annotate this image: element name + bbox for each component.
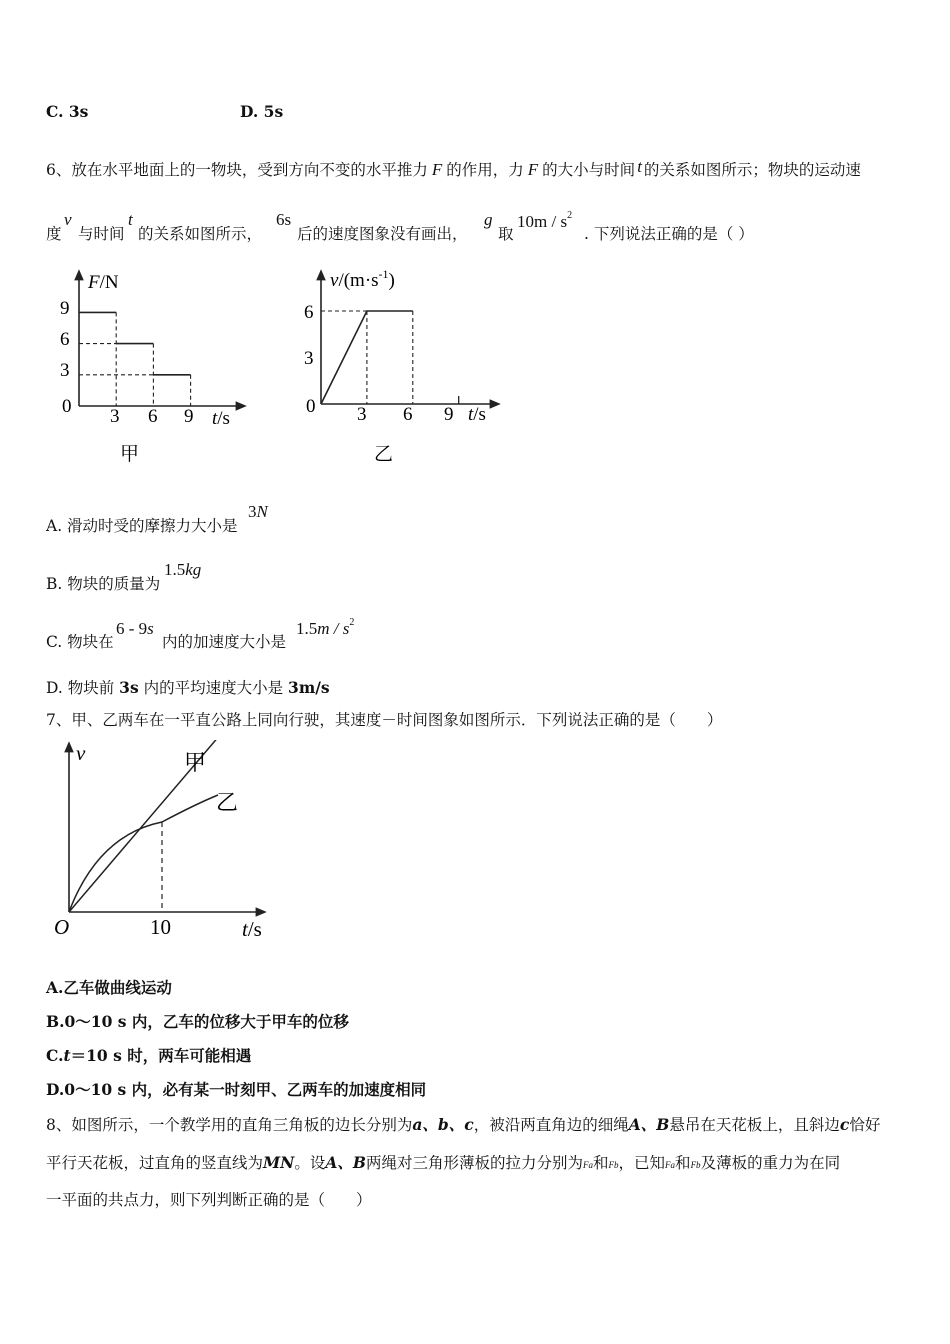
q6-option-d[interactable]: D. 物块前 3s 内的平均速度大小是 3m/s [46, 678, 330, 697]
q7-label-yi: 乙 [216, 790, 239, 815]
yi-ytick-3: 3 [304, 348, 314, 369]
q6-stem-line2-e: 取 [498, 225, 514, 243]
q6-stem-line2-c: 的关系如图所示， [138, 225, 263, 243]
q6-option-b[interactable]: B. 物块的质量为 [46, 575, 161, 593]
q7-label-jia: 甲 [184, 750, 207, 775]
q7-xlabel: t/s [242, 917, 262, 941]
q6-option-b-value: 1.5kg [164, 560, 202, 579]
q6-var-t: t [128, 210, 133, 229]
q6-g-value: $10m / s^2$ [517, 210, 573, 231]
q8-stem-line3: 一平面的共点力，则下列判断正确的是（ ） [46, 1191, 372, 1209]
jia-xtick-9: 9 [184, 406, 194, 427]
q8-stem-line1: 8、如图所示，一个教学用的直角三角板的边长分别为a、b、c，被沿两直角边的细绳A、B悬吊在天花板上，且斜边c恰好 [46, 1115, 881, 1134]
yi-xtick-3: 3 [357, 404, 367, 425]
jia-xtick-3: 3 [110, 406, 120, 427]
q6-option-c-range: 6 - 9s [116, 619, 154, 638]
q6-option-c[interactable]: C. 物块在 [46, 633, 114, 651]
q6-option-a[interactable]: A. 滑动时受的摩擦力大小是 [46, 517, 238, 535]
q7-option-b[interactable]: B.0～10 s 内，乙车的位移大于甲车的位移 [46, 1012, 349, 1031]
q7-origin: O [54, 915, 70, 939]
q7-ylabel: v [76, 741, 86, 765]
yi-xlabel: t/s [468, 404, 486, 425]
jia-ylabel: F/N [88, 272, 119, 293]
q7-option-c[interactable]: C.t＝10 s 时，两车可能相遇 [46, 1046, 252, 1065]
q7-option-d[interactable]: D.0～10 s 内，必有某一时刻甲、乙两车的加速度相同 [46, 1080, 427, 1099]
q5-option-d[interactable]: D. 5s [240, 102, 284, 121]
q6-figure-jia [50, 262, 250, 472]
q6-stem-line2-d: 后的速度图象没有画出， [297, 225, 468, 243]
q6-option-a-value: 3N [248, 502, 268, 521]
q6-stem-line2-b: 与时间 [78, 225, 125, 243]
yi-ylabel: $v/(m\cdot s^{-1})$ [330, 267, 395, 291]
jia-xlabel: t/s [212, 408, 230, 429]
jia-ytick-3: 3 [60, 360, 70, 381]
jia-xtick-6: 6 [148, 406, 158, 427]
q6-stem-line1: 6、放在水平地面上的一物块，受到方向不变的水平推力 F 的作用，力 F 的大小与时间 t 的关系如图所示；物块的运动速 [46, 157, 861, 179]
yi-xtick-6: 6 [403, 404, 413, 425]
q5-option-c[interactable]: C. 3s [46, 102, 89, 121]
q6-stem-line2-f: . 下列说法正确的是（ ） [584, 225, 754, 243]
yi-xtick-9: 9 [444, 404, 454, 425]
yi-caption: 乙 [374, 444, 394, 465]
q7-stem: 7、甲、乙两车在一平直公路上同向行驶，其速度－时间图象如图所示．下列说法正确的是（ ） [46, 711, 723, 729]
q6-time-6s: 6s [276, 210, 292, 229]
q6-figure-yi [296, 262, 506, 472]
q6-var-g: g [484, 210, 493, 229]
q7-figure [50, 740, 280, 945]
jia-caption: 甲 [120, 444, 140, 465]
q6-option-c-mid: 内的加速度大小是 [162, 633, 287, 651]
q6-var-v: v [64, 210, 72, 229]
jia-ytick-9: 9 [60, 298, 70, 319]
yi-ytick-6: 6 [304, 302, 314, 323]
q7-option-a[interactable]: A.乙车做曲线运动 [46, 978, 172, 997]
jia-origin: 0 [62, 396, 72, 417]
q6-stem-line2-a: 度 [46, 225, 62, 243]
q7-xtick-10: 10 [150, 915, 171, 939]
q6-option-c-value: $1.5m / s^2$ [296, 617, 355, 638]
q7-curve-yi [69, 795, 218, 912]
jia-ytick-6: 6 [60, 329, 70, 350]
q8-stem-line2: 平行天花板，过直角的竖直线为MN。设A、B两绳对三角形薄板的拉力分别为Fa和Fb，已知Fa和Fb及薄板的重力为在同 [46, 1153, 841, 1172]
yi-origin: 0 [306, 396, 316, 417]
